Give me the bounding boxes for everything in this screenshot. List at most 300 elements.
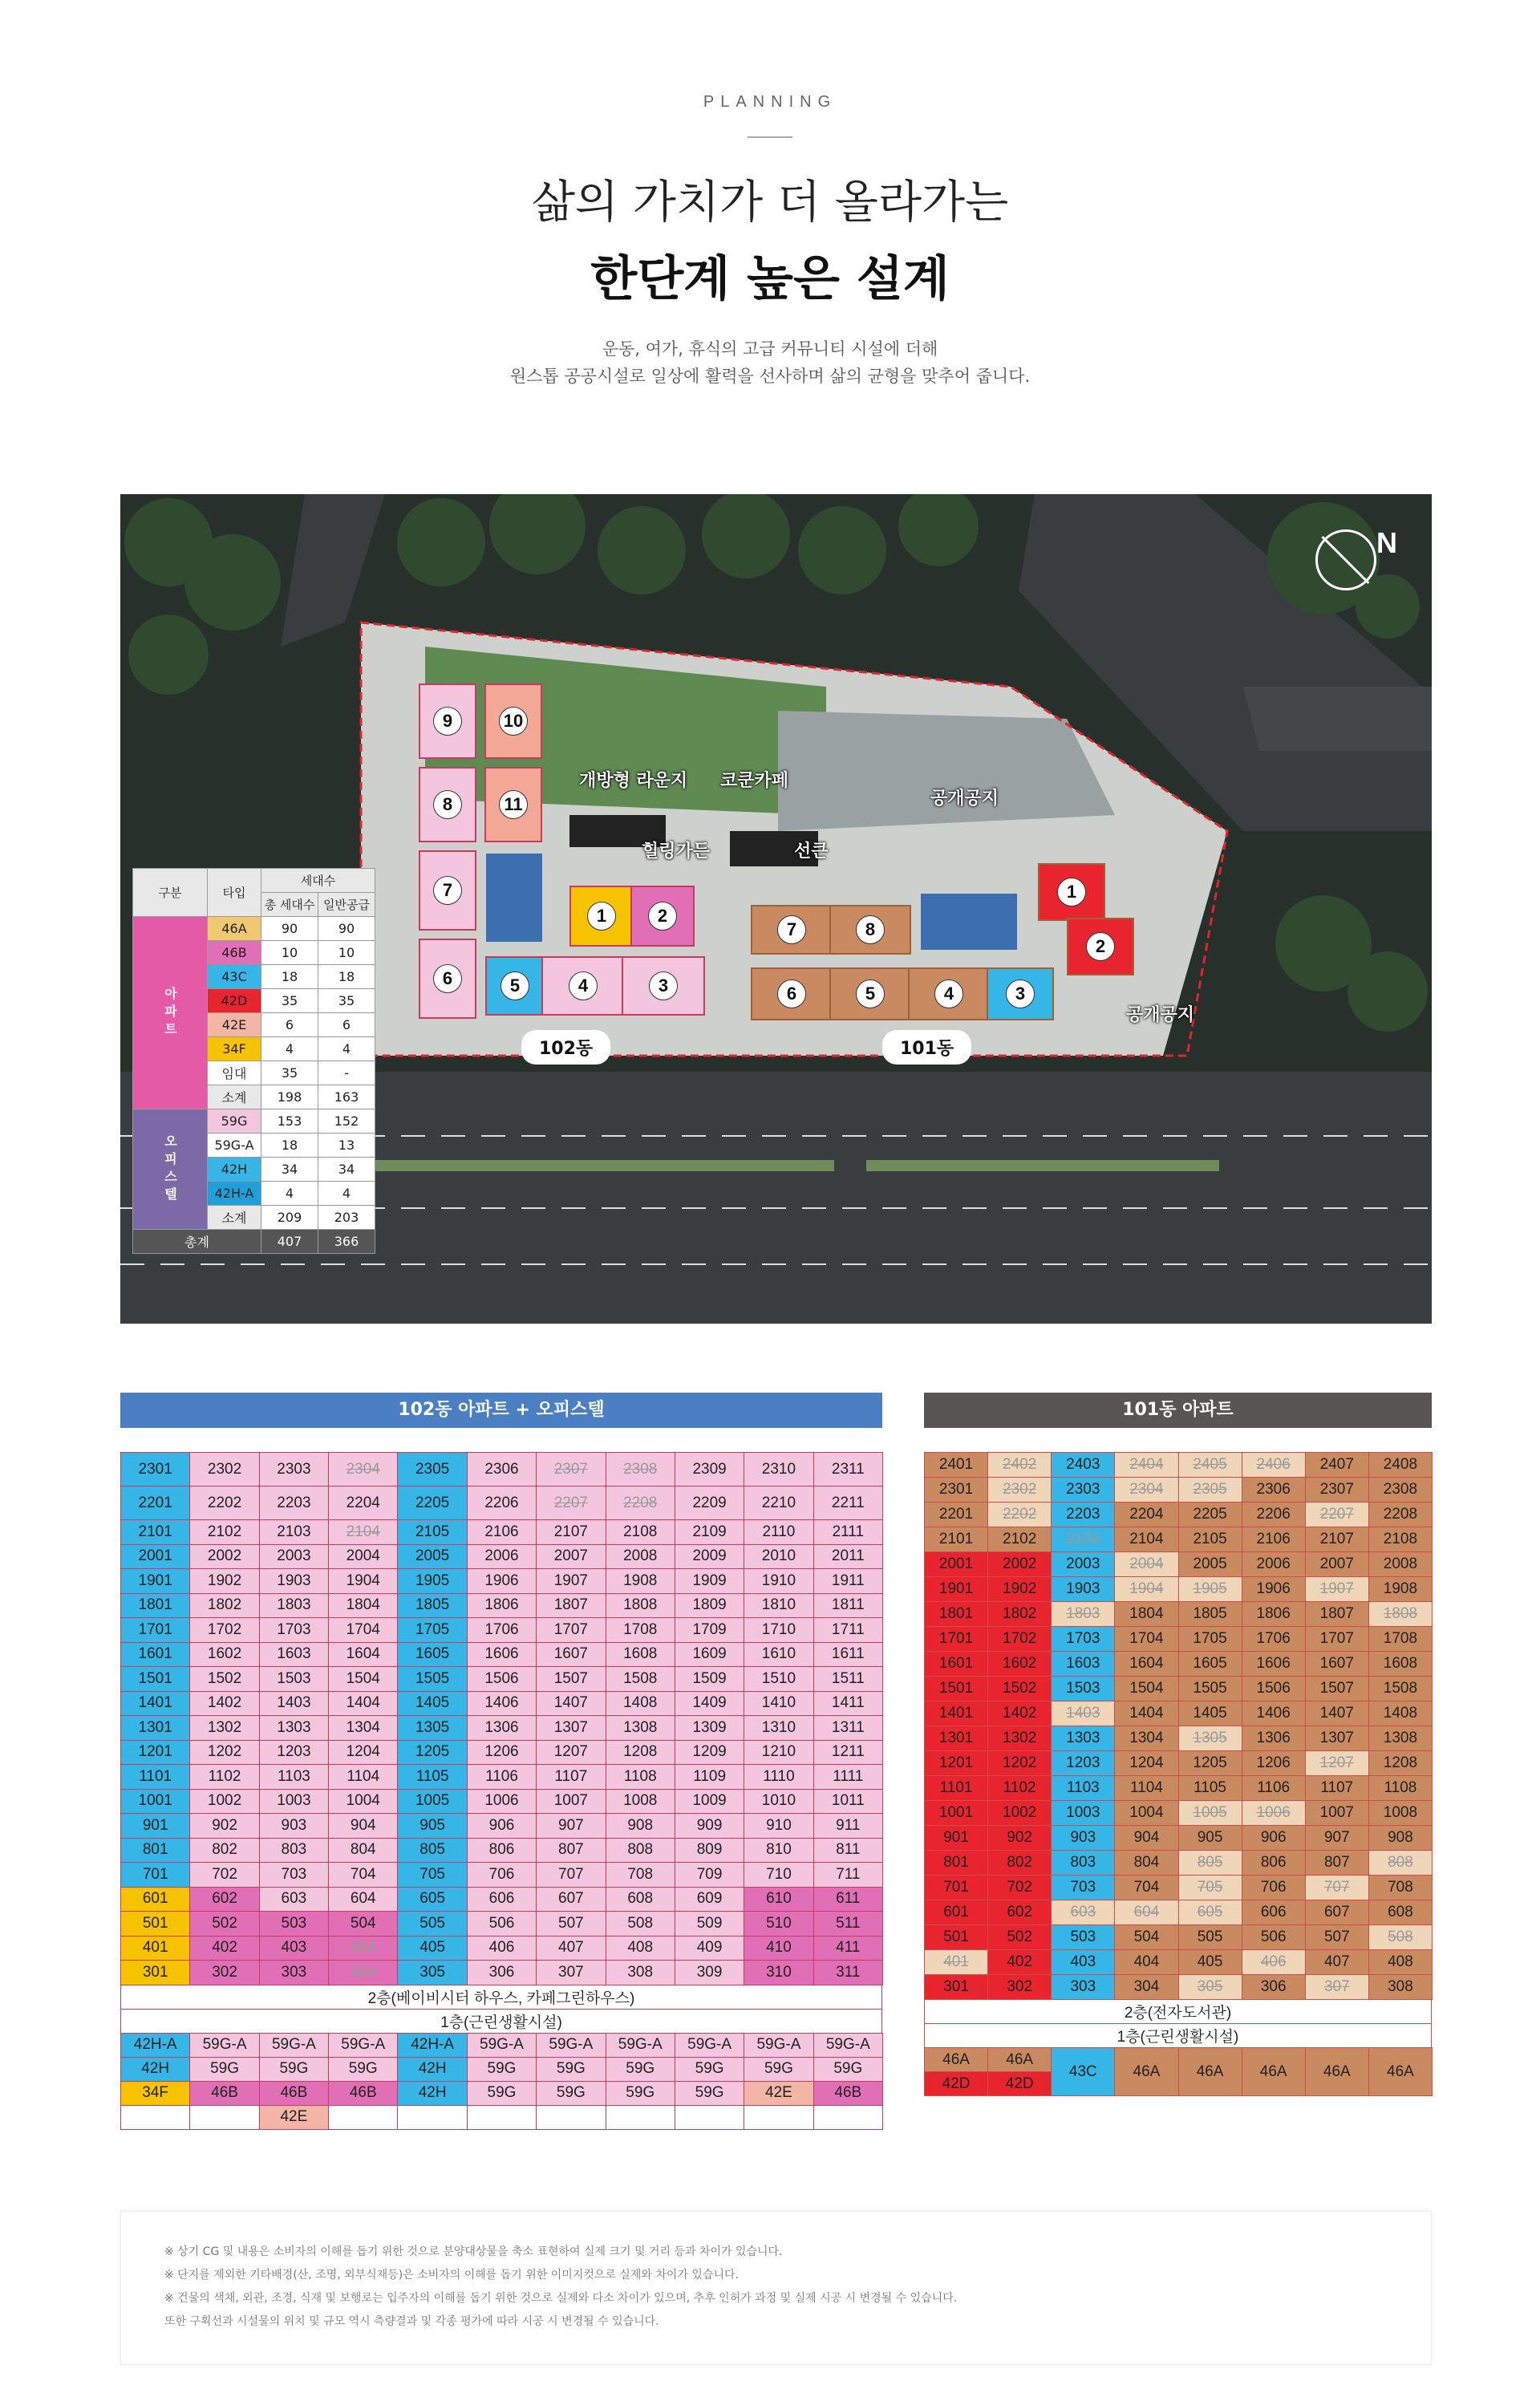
unit-cell: 1208: [606, 1740, 675, 1766]
floor-2-label: 2층(전자도서관): [924, 1999, 1432, 2024]
section-description: [0, 335, 1540, 390]
unit-cell: 1510: [744, 1666, 813, 1692]
unit-cell: 1810: [744, 1593, 813, 1619]
unit-cell: 1806: [1242, 1601, 1306, 1627]
unit-cell: 1909: [675, 1568, 744, 1594]
unit-cell: 2309: [675, 1452, 744, 1486]
unit-cell: 1404: [1114, 1701, 1178, 1726]
unit-cell: 409: [675, 1936, 744, 1961]
ground-unit-cell: 46A: [924, 2047, 988, 2072]
unit-cell: 2003: [259, 1544, 329, 1570]
unit-cell: 1502: [189, 1666, 259, 1692]
unit-cell: 308: [1368, 1974, 1433, 2000]
unit-cell: 1704: [1114, 1626, 1178, 1652]
ground-unit-cell: 42H: [120, 2057, 190, 2082]
unit-cell: 1007: [1305, 1800, 1369, 1826]
summary-total: 18: [261, 1134, 318, 1158]
unit-cell: 311: [813, 1960, 883, 1985]
building-number: 11: [499, 790, 528, 819]
unit-cell: 610: [744, 1887, 813, 1912]
unit-cell: 1607: [536, 1642, 606, 1668]
unit-cell: 2308: [1368, 1477, 1433, 1503]
unit-cell: 805: [1178, 1850, 1242, 1876]
summary-type: 43C: [208, 965, 261, 989]
summary-total: 35: [261, 989, 318, 1013]
unit-cell: 1910: [744, 1568, 813, 1594]
unit-cell: 304: [1114, 1974, 1178, 2000]
unit-cell: 1808: [1368, 1601, 1433, 1627]
unit-cell: 1302: [987, 1726, 1052, 1751]
unit-cell: 503: [259, 1911, 329, 1937]
unit-cell: 2307: [536, 1452, 606, 1486]
unit-cell: 602: [987, 1900, 1052, 1925]
unit-cell: 1307: [536, 1715, 606, 1741]
unit-cell: 2006: [467, 1544, 537, 1570]
unit-cell: 1408: [1368, 1701, 1433, 1726]
unit-cell: 1301: [120, 1715, 190, 1741]
unit-cell: 1111: [813, 1764, 883, 1790]
unit-cell: 709: [675, 1862, 744, 1888]
summary-total: 153: [261, 1109, 318, 1134]
unit-cell: 1004: [1114, 1800, 1178, 1826]
unit-cell: 2407: [1305, 1452, 1369, 1478]
unit-cell: 605: [1178, 1900, 1242, 1925]
unit-cell: 1103: [259, 1764, 329, 1790]
unit-cell: 1208: [1368, 1750, 1433, 1776]
building-101-unit2: [1067, 918, 1134, 975]
unit-cell: 2110: [744, 1519, 813, 1545]
unit-cell: 301: [924, 1974, 988, 2000]
unit-cell: 2008: [1368, 1551, 1433, 1577]
unit-cell: 2007: [1305, 1551, 1369, 1577]
unit-cell: 1710: [744, 1617, 813, 1643]
summary-type: 42H-A: [208, 1182, 261, 1206]
unit-cell: 602: [189, 1887, 259, 1912]
unit-cell: 811: [813, 1838, 883, 1864]
unit-cell: 1107: [1305, 1775, 1369, 1801]
summary-type: 임대: [208, 1061, 261, 1085]
unit-cell: 2308: [606, 1452, 675, 1486]
unit-cell: 1501: [924, 1676, 988, 1701]
unit-cell: 501: [924, 1924, 988, 1950]
unit-cell: 1409: [675, 1691, 744, 1717]
building-101-unit6: [751, 967, 833, 1020]
unit-cell: 1803: [259, 1593, 329, 1619]
unit-cell: 905: [397, 1813, 467, 1839]
summary-general: -: [318, 1061, 375, 1085]
ground-unit-cell: 42H-A: [120, 2033, 190, 2058]
unit-cell: 2311: [813, 1452, 883, 1486]
section-eyebrow: PLANNING: [703, 93, 837, 111]
unit-cell: 2008: [606, 1544, 675, 1570]
section-title-line1: 삶의 가치가 더 올라가는: [531, 176, 1009, 229]
unit-cell: 2003: [1051, 1551, 1115, 1577]
unit-cell: 2305: [1178, 1477, 1242, 1503]
building-number: 4: [934, 979, 963, 1008]
unit-cell: 302: [189, 1960, 259, 1985]
summary-general: 4: [318, 1182, 375, 1206]
unit-cell: 2305: [397, 1452, 467, 1486]
building-number: 9: [433, 707, 462, 736]
unit-cell: 1105: [397, 1764, 467, 1790]
unit-cell: 1907: [1305, 1576, 1369, 1602]
unit-cell: 1001: [120, 1789, 190, 1815]
unit-cell: 1506: [467, 1666, 537, 1692]
unit-cell: 1702: [987, 1626, 1052, 1652]
unit-cell: 1508: [606, 1666, 675, 1692]
unit-cell: 1304: [1114, 1726, 1178, 1751]
building-102-unit2: [630, 886, 695, 947]
ground-unit-cell: 42D: [987, 2071, 1052, 2096]
unit-cell: 1708: [1368, 1626, 1433, 1652]
unit-cell: 901: [924, 1825, 988, 1851]
summary-general: 13: [318, 1134, 375, 1158]
unit-cell: 2310: [744, 1452, 813, 1486]
unit-cell: 2307: [1305, 1477, 1369, 1503]
building-101-unit3: [987, 967, 1054, 1020]
unit-cell: 1006: [467, 1789, 537, 1815]
unit-cell: 1304: [328, 1715, 398, 1741]
building-number: 4: [569, 971, 598, 1000]
unit-cell: 1406: [467, 1691, 537, 1717]
ground-unit-cell: [536, 2105, 606, 2130]
unit-cell: 1808: [606, 1593, 675, 1619]
unit-cell: 406: [467, 1936, 537, 1961]
unit-cell: 701: [120, 1862, 190, 1888]
unit-cell: 402: [987, 1949, 1052, 1975]
unit-cell: 2402: [987, 1452, 1052, 1478]
unit-cell: 1609: [675, 1642, 744, 1668]
ground-unit-cell: 46A: [987, 2047, 1052, 2072]
unit-cell: 906: [1242, 1825, 1306, 1851]
note-3: ※ 건물의 색채, 외관, 조경, 식재 및 보행로는 입주자의 이해를 돕기 위한 것으로 실제와 다소 차이가 있으며, 추후 인허가 과정 및 실제 시공 시 변경될 수 있습니다.: [164, 2292, 958, 2305]
unit-cell: 2207: [1305, 1502, 1369, 1527]
unit-cell: 1008: [606, 1789, 675, 1815]
unit-cell: 2001: [924, 1551, 988, 1577]
ground-unit-cell: 34F: [120, 2081, 190, 2106]
summary-type: 소계: [208, 1085, 261, 1109]
dong-102-title-bar: 102동 아파트 + 오피스텔: [120, 1393, 882, 1428]
unit-cell: 2101: [924, 1527, 988, 1552]
summary-general: 4: [318, 1037, 375, 1061]
building-number: 10: [499, 707, 528, 736]
unit-cell: 2203: [1051, 1502, 1115, 1527]
unit-cell: 303: [1051, 1974, 1115, 2000]
unit-cell: 711: [813, 1862, 883, 1888]
unit-cell: 1807: [1305, 1601, 1369, 1627]
unit-cell: 703: [259, 1862, 329, 1888]
ground-unit-cell: 59G-A: [189, 2033, 259, 2058]
building-101-unit7: [751, 905, 833, 955]
unit-cell: 1704: [328, 1617, 398, 1643]
unit-cell: 1011: [813, 1789, 883, 1815]
summary-general: 10: [318, 941, 375, 965]
unit-cell: 1506: [1242, 1676, 1306, 1701]
unit-cell: 2106: [1242, 1527, 1306, 1552]
unit-cell: 1005: [1178, 1800, 1242, 1826]
unit-cell: 303: [259, 1960, 329, 1985]
unit-cell: 501: [120, 1911, 190, 1937]
note-1: ※ 상기 CG 및 내용은 소비자의 이해를 돕기 위한 것으로 분양대상물을 축소 표현하여 실제 크기 및 거리 등과 차이가 있습니다.: [164, 2245, 783, 2258]
unit-cell: 703: [1051, 1875, 1115, 1900]
unit-cell: 2002: [189, 1544, 259, 1570]
description-line2: 원스톱 공공시설로 일상에 활력을 선사하며 삶의 균형을 맞추어 줍니다.: [509, 367, 1031, 386]
unit-cell: 1107: [536, 1764, 606, 1790]
building-number: 2: [648, 902, 677, 931]
unit-cell: 1701: [924, 1626, 988, 1652]
building-number: 1: [587, 902, 616, 931]
unit-cell: 1010: [744, 1789, 813, 1815]
unit-cell: 706: [1242, 1875, 1306, 1900]
unit-cell: 1402: [987, 1701, 1052, 1726]
unit-cell: 2010: [744, 1544, 813, 1570]
unit-cell: 1201: [924, 1750, 988, 1776]
unit-cell: 2205: [397, 1486, 467, 1520]
unit-cell: 1001: [924, 1800, 988, 1826]
ground-unit-cell: [189, 2105, 259, 2130]
unit-cell: 1703: [1051, 1626, 1115, 1652]
ground-unit-cell: 42H: [397, 2057, 467, 2082]
ground-unit-cell: 46A: [1368, 2047, 1433, 2096]
unit-cell: 1904: [1114, 1576, 1178, 1602]
unit-cell: 606: [467, 1887, 537, 1912]
unit-cell: 808: [606, 1838, 675, 1864]
unit-cell: 1604: [328, 1642, 398, 1668]
ground-unit-cell: 46A: [1114, 2047, 1178, 2096]
unit-cell: 1706: [467, 1617, 537, 1643]
unit-cell: 1901: [120, 1568, 190, 1594]
unit-cell: 2001: [120, 1544, 190, 1570]
unit-cell: 801: [120, 1838, 190, 1864]
unit-cell: 1110: [744, 1764, 813, 1790]
unit-cell: 410: [744, 1936, 813, 1961]
unit-cell: 1401: [924, 1701, 988, 1726]
summary-type: 46B: [208, 941, 261, 965]
unit-cell: 1106: [467, 1764, 537, 1790]
building-number: 5: [856, 979, 885, 1008]
unit-cell: 907: [1305, 1825, 1369, 1851]
north-label: N: [1376, 526, 1397, 559]
ground-unit-cell: [467, 2105, 537, 2130]
summary-type: 42E: [208, 1013, 261, 1037]
ground-unit-cell: 59G: [813, 2057, 883, 2082]
grand-total-units: 407: [261, 1230, 318, 1254]
building-102-unit11: [484, 767, 542, 842]
unit-cell: 1707: [536, 1617, 606, 1643]
unit-cell: 1906: [1242, 1576, 1306, 1602]
unit-cell: 1206: [467, 1740, 537, 1766]
unit-cell: 1507: [536, 1666, 606, 1692]
ground-unit-cell: [813, 2105, 883, 2130]
ground-unit-cell: 59G: [536, 2081, 606, 2106]
building-101-unit5: [829, 967, 911, 1020]
unit-cell: 906: [467, 1813, 537, 1839]
building-101-unit1: [1038, 863, 1105, 921]
unit-cell: 2301: [924, 1477, 988, 1503]
unit-cell: 607: [1305, 1900, 1369, 1925]
unit-cell: 1204: [1114, 1750, 1178, 1776]
unit-cell: 911: [813, 1813, 883, 1839]
zone-open-lounge: 개방형 라운지: [579, 771, 688, 791]
unit-cell: 1906: [467, 1568, 537, 1594]
unit-cell: 904: [328, 1813, 398, 1839]
unit-cell: 502: [987, 1924, 1052, 1950]
unit-cell: 904: [1114, 1825, 1178, 1851]
unit-cell: 1508: [1368, 1676, 1433, 1701]
unit-cell: 1807: [536, 1593, 606, 1619]
unit-cell: 1007: [536, 1789, 606, 1815]
summary-type: 42D: [208, 989, 261, 1013]
unit-cell: 2304: [328, 1452, 398, 1486]
floor-1-label: 1층(근린생활시설): [120, 2009, 882, 2034]
unit-cell: 309: [675, 1960, 744, 1985]
unit-cell: 504: [1114, 1924, 1178, 1950]
unit-cell: 505: [1178, 1924, 1242, 1950]
unit-cell: 505: [397, 1911, 467, 1937]
unit-cell: 704: [328, 1862, 398, 1888]
unit-cell: 407: [1305, 1949, 1369, 1975]
unit-cell: 1802: [189, 1593, 259, 1619]
unit-cell: 702: [987, 1875, 1052, 1900]
unit-cell: 908: [606, 1813, 675, 1839]
unit-cell: 503: [1051, 1924, 1115, 1950]
summary-row: [133, 1109, 375, 1134]
summary-total: 4: [261, 1037, 318, 1061]
unit-cell: 404: [328, 1936, 398, 1961]
unit-cell: 1303: [259, 1715, 329, 1741]
building-number: 6: [777, 979, 806, 1008]
unit-cell: 2104: [328, 1519, 398, 1545]
summary-total: 198: [261, 1085, 318, 1109]
building-102-unit4: [541, 956, 625, 1016]
unit-cell: 1306: [467, 1715, 537, 1741]
unit-cell: 706: [467, 1862, 537, 1888]
unit-cell: 2204: [1114, 1502, 1178, 1527]
unit-cell: 601: [120, 1887, 190, 1912]
group-apartment: 아파트: [133, 917, 208, 1109]
unit-cell: 1803: [1051, 1601, 1115, 1627]
unit-cell: 2111: [813, 1519, 883, 1545]
unit-cell: 2303: [1051, 1477, 1115, 1503]
summary-total: 209: [261, 1206, 318, 1230]
unit-cell: 1605: [397, 1642, 467, 1668]
unit-cell: 1407: [1305, 1701, 1369, 1726]
header-general: 일반공급: [318, 893, 375, 917]
unit-cell: 1501: [120, 1666, 190, 1692]
unit-cell: 1006: [1242, 1800, 1306, 1826]
building-102-unit7: [419, 850, 476, 931]
ground-unit-cell: 59G-A: [259, 2033, 329, 2058]
unit-cell: 2202: [189, 1486, 259, 1520]
unit-cell: 1505: [397, 1666, 467, 1692]
ground-unit-cell: 59G-A: [606, 2033, 675, 2058]
building-number: 8: [856, 915, 885, 944]
unit-cell: 2011: [813, 1544, 883, 1570]
unit-cell: 1908: [606, 1568, 675, 1594]
unit-cell: 908: [1368, 1825, 1433, 1851]
unit-cell: 1305: [397, 1715, 467, 1741]
unit-cell: 707: [1305, 1875, 1369, 1900]
unit-cell: 1603: [259, 1642, 329, 1668]
unit-cell: 1108: [606, 1764, 675, 1790]
unit-cell: 405: [397, 1936, 467, 1961]
unit-cell: 405: [1178, 1949, 1242, 1975]
unit-cell: 1102: [189, 1764, 259, 1790]
ground-unit-cell: [606, 2105, 675, 2130]
ground-unit-cell: 59G: [675, 2081, 744, 2106]
unit-cell: 804: [1114, 1850, 1178, 1876]
unit-cell: 604: [1114, 1900, 1178, 1925]
unit-cell: 1309: [675, 1715, 744, 1741]
section-title-line2: 한단계 높은 설계: [590, 251, 950, 307]
ground-unit-cell: [675, 2105, 744, 2130]
building-101-unit4: [908, 967, 990, 1020]
unit-cell: 1602: [189, 1642, 259, 1668]
unit-cell: 1503: [1051, 1676, 1115, 1701]
unit-cell: 1005: [397, 1789, 467, 1815]
unit-cell: 2404: [1114, 1452, 1178, 1478]
unit-cell: 1106: [1242, 1775, 1306, 1801]
dong-101-unit-grid: [924, 1452, 1432, 2092]
unit-cell: 1802: [987, 1601, 1052, 1627]
unit-cell: 1003: [259, 1789, 329, 1815]
ground-unit-cell: 59G-A: [675, 2033, 744, 2058]
unit-cell: 704: [1114, 1875, 1178, 1900]
unit-cell: 308: [606, 1960, 675, 1985]
unit-cell: 903: [1051, 1825, 1115, 1851]
unit-cell: 1404: [328, 1691, 398, 1717]
summary-total: 90: [261, 917, 318, 941]
unit-cell: 304: [328, 1960, 398, 1985]
unit-cell: 2109: [675, 1519, 744, 1545]
unit-cell: 808: [1368, 1850, 1433, 1876]
unit-cell: 2210: [744, 1486, 813, 1520]
unit-cell: 305: [1178, 1974, 1242, 2000]
building-102-unit5: [485, 956, 545, 1016]
summary-total: 35: [261, 1061, 318, 1085]
unit-cell: 2201: [120, 1486, 190, 1520]
building-number: 6: [433, 964, 462, 993]
ground-unit-cell: 46B: [189, 2081, 259, 2106]
zone-public-space: 공개공지: [930, 789, 999, 809]
building-102-unit8: [419, 767, 476, 842]
header-gubun: 구분: [133, 869, 208, 917]
unit-cell: 506: [467, 1911, 537, 1937]
unit-cell: 806: [1242, 1850, 1306, 1876]
unit-cell: 1801: [924, 1601, 988, 1627]
unit-cell: 1303: [1051, 1726, 1115, 1751]
unit-cell: 1709: [675, 1617, 744, 1643]
building-number: 2: [1086, 932, 1115, 961]
unit-cell: 2209: [675, 1486, 744, 1520]
building-102-unit3: [622, 956, 705, 1016]
unit-cell: 504: [328, 1911, 398, 1937]
unit-cell: 708: [1368, 1875, 1433, 1900]
unit-cell: 2002: [987, 1551, 1052, 1577]
building-102-unit1: [569, 886, 634, 947]
summary-general: 6: [318, 1013, 375, 1037]
unit-cell: 2406: [1242, 1452, 1306, 1478]
unit-cell: 903: [259, 1813, 329, 1839]
unit-cell: 1104: [1114, 1775, 1178, 1801]
unit-cell: 1202: [987, 1750, 1052, 1776]
summary-total: 18: [261, 965, 318, 989]
unit-cell: 1207: [1305, 1750, 1369, 1776]
unit-cell: 2101: [120, 1519, 190, 1545]
unit-cell: 1605: [1178, 1651, 1242, 1677]
summary-type: 34F: [208, 1037, 261, 1061]
unit-cell: 408: [1368, 1949, 1433, 1975]
